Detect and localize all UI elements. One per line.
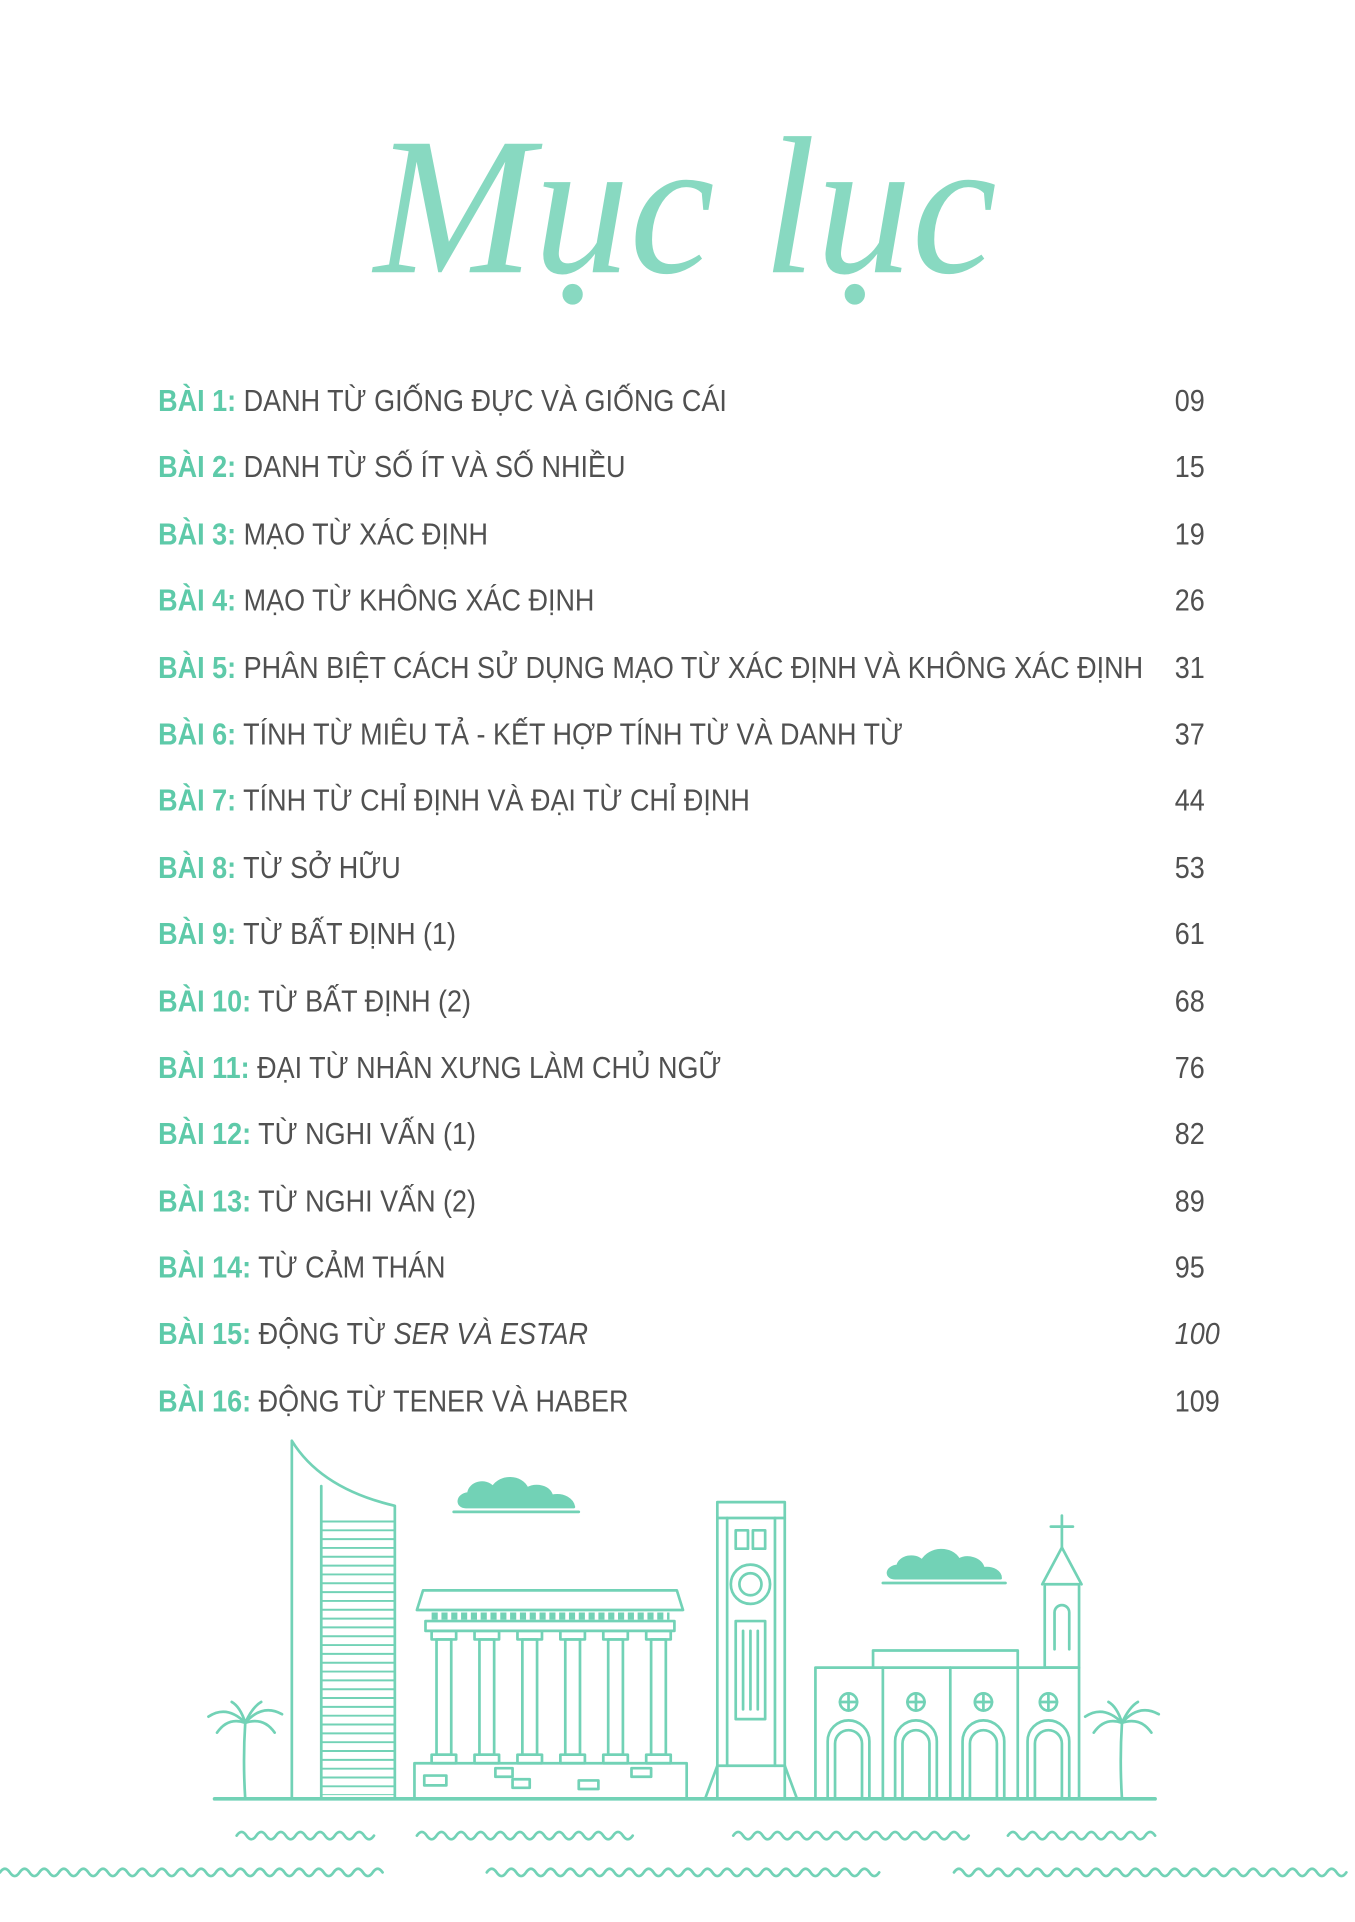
entry-text xyxy=(158,501,488,568)
entry-text xyxy=(158,1168,476,1235)
page-number: 53 xyxy=(1174,850,1205,885)
bell-tower xyxy=(1042,1547,1081,1667)
page-number: 100 xyxy=(1174,1317,1220,1352)
lesson-label: BÀI 1: xyxy=(158,383,237,419)
palm-tree xyxy=(208,1702,282,1799)
page-number: 95 xyxy=(1174,1250,1205,1286)
toc-entry xyxy=(158,501,1262,568)
lesson-label: BÀI 10: xyxy=(158,984,252,1019)
toc-entry xyxy=(158,768,1262,835)
entry-text xyxy=(158,635,1143,702)
page-number: 15 xyxy=(1174,450,1205,485)
lesson-title: MẠO TỪ XÁC ĐỊNH xyxy=(243,517,488,552)
entry-text xyxy=(158,1235,445,1302)
page-number: 76 xyxy=(1174,1050,1205,1086)
toc-entry xyxy=(158,635,1262,702)
lesson-title: TỪ NGHI VẤN (2) xyxy=(258,1184,477,1219)
wave-line xyxy=(417,1832,633,1839)
lesson-label: BÀI 15: xyxy=(158,1317,252,1352)
skyscraper xyxy=(292,1441,395,1799)
lesson-label: BÀI 8: xyxy=(158,850,237,885)
columned-monument xyxy=(414,1590,686,1798)
page-number: 31 xyxy=(1174,650,1205,685)
entry-text xyxy=(158,1101,476,1168)
page-number: 44 xyxy=(1174,783,1205,819)
lesson-title: ĐỘNG TỪ xyxy=(258,1317,387,1352)
page-title: Mục lục xyxy=(371,98,997,316)
lesson-title: TỪ NGHI VẤN (1) xyxy=(258,1117,477,1152)
entry-text xyxy=(158,1035,721,1102)
lesson-title: TỪ BẤT ĐỊNH (1) xyxy=(243,917,457,952)
page-number: 26 xyxy=(1174,583,1205,619)
lesson-title: TỪ BẤT ĐỊNH (2) xyxy=(258,984,472,1019)
lesson-label: BÀI 6: xyxy=(158,717,237,752)
page-number: 09 xyxy=(1174,383,1205,419)
lesson-title: TỪ CẢM THÁN xyxy=(258,1250,446,1286)
page-number: 37 xyxy=(1174,717,1205,752)
entry-text xyxy=(158,901,456,968)
page-number: 89 xyxy=(1174,1184,1205,1219)
toc-entry xyxy=(158,1035,1262,1102)
toc-entry xyxy=(158,1302,1262,1369)
entry-text xyxy=(158,568,594,635)
wave-line xyxy=(954,1869,1346,1876)
page-number: 109 xyxy=(1174,1384,1220,1419)
toc-entry xyxy=(158,901,1262,968)
lesson-label: BÀI 12: xyxy=(158,1117,252,1152)
lesson-label: BÀI 13: xyxy=(158,1184,252,1219)
toc-list xyxy=(158,368,1262,1435)
entry-text xyxy=(158,1302,588,1369)
page-number: 82 xyxy=(1174,1117,1205,1152)
lesson-label: BÀI 7: xyxy=(158,783,237,819)
lesson-label: BÀI 14: xyxy=(158,1250,252,1286)
entry-text xyxy=(158,968,471,1035)
lesson-label: BÀI 3: xyxy=(158,517,237,552)
toc-entry xyxy=(158,835,1262,902)
entry-text xyxy=(158,835,401,902)
toc-entry xyxy=(158,568,1262,635)
lesson-title: MẠO TỪ KHÔNG XÁC ĐỊNH xyxy=(243,583,595,619)
page-title-area xyxy=(0,0,1355,343)
lesson-label: BÀI 4: xyxy=(158,583,237,619)
cross-icon xyxy=(1051,1516,1073,1548)
lesson-title: DANH TỪ SỐ ÍT VÀ SỐ NHIỀU xyxy=(243,450,626,485)
entry-text xyxy=(158,368,727,435)
clock-tower xyxy=(705,1502,797,1799)
lesson-label: BÀI 9: xyxy=(158,917,237,952)
toc-entry xyxy=(158,435,1262,502)
lesson-title-emphasis: SER VÀ ESTAR xyxy=(393,1317,588,1352)
lesson-label: BÀI 5: xyxy=(158,650,237,685)
entry-text xyxy=(158,701,903,768)
toc-entry xyxy=(158,1235,1262,1302)
toc-entry xyxy=(158,968,1262,1035)
skyline-illustration xyxy=(0,1422,1355,1912)
palm-tree xyxy=(1085,1702,1159,1799)
lesson-label: BÀI 2: xyxy=(158,450,237,485)
toc-entry xyxy=(158,1101,1262,1168)
wave-line xyxy=(487,1869,879,1876)
lesson-title: TỪ SỞ HỮU xyxy=(243,850,401,885)
lesson-title: ĐỘNG TỪ TENER VÀ HABER xyxy=(258,1384,629,1419)
page-number: 68 xyxy=(1174,984,1205,1019)
wave-line xyxy=(0,1869,383,1876)
entry-text xyxy=(158,768,750,835)
entry-text xyxy=(158,435,625,502)
wave-line xyxy=(733,1832,968,1839)
toc-entry xyxy=(158,1168,1262,1235)
cloud xyxy=(883,1550,1006,1583)
page-number: 19 xyxy=(1174,517,1205,552)
wave-line xyxy=(237,1832,374,1839)
wave-line xyxy=(1008,1832,1155,1839)
toc-entry xyxy=(158,701,1262,768)
lesson-title: PHÂN BIỆT CÁCH SỬ DỤNG MẠO TỪ XÁC ĐỊNH VÀ KHÔNG XÁC ĐỊNH xyxy=(243,650,1144,685)
lesson-title: TÍNH TỪ MIÊU TẢ - KẾT HỢP TÍNH TỪ VÀ DANH TỪ xyxy=(243,717,903,752)
toc-entry xyxy=(158,368,1262,435)
waves xyxy=(0,1832,1346,1876)
lesson-title: DANH TỪ GIỐNG ĐỰC VÀ GIỐNG CÁI xyxy=(243,383,727,419)
page-number: 61 xyxy=(1174,917,1205,952)
lesson-label: BÀI 11: xyxy=(158,1050,250,1086)
lesson-label: BÀI 16: xyxy=(158,1384,252,1419)
lesson-title: TÍNH TỪ CHỈ ĐỊNH VÀ ĐẠI TỪ CHỈ ĐỊNH xyxy=(243,783,750,819)
lesson-title: ĐẠI TỪ NHÂN XƯNG LÀM CHỦ NGỮ xyxy=(257,1050,722,1086)
cloud xyxy=(454,1478,579,1512)
